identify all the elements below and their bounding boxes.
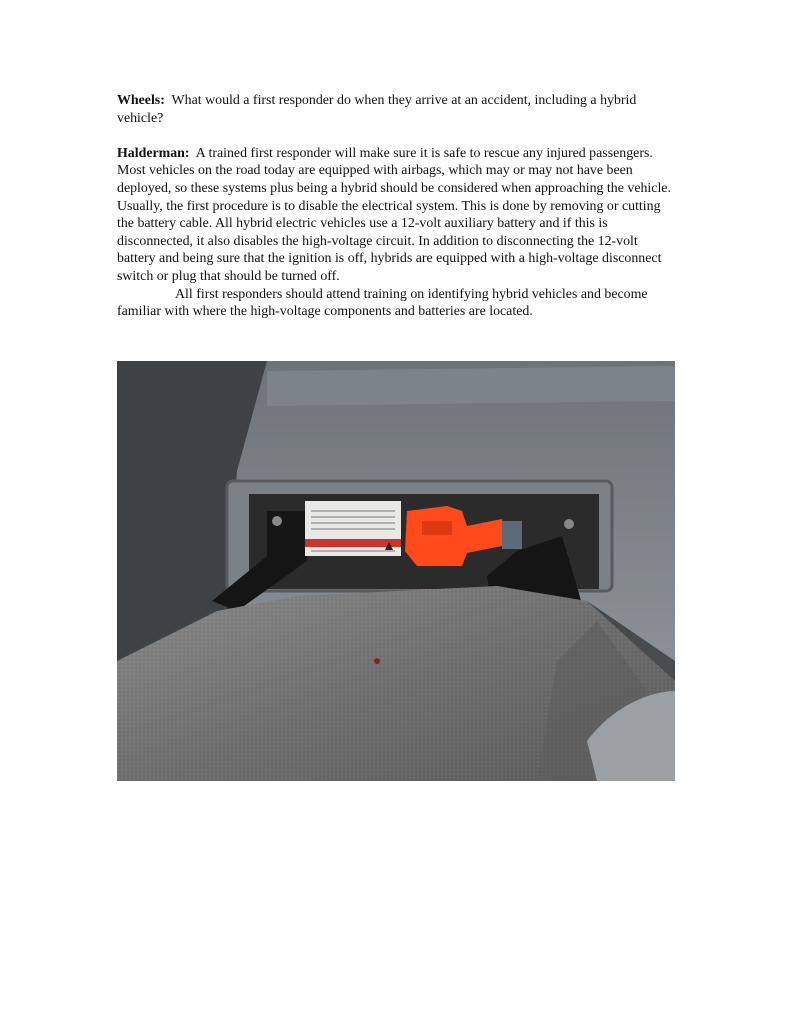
training-paragraph: All first responders should attend training on identifying hybrid vehicles and become familiar with where the high-voltage components and batteries are located.	[117, 286, 648, 320]
question-paragraph	[117, 92, 677, 127]
interview-text	[117, 92, 677, 321]
speaker-wheels: Wheels:	[117, 93, 165, 108]
question-text: What would a first responder do when they arrive at an accident, including a hybrid vehicle?	[117, 93, 637, 126]
speaker-halderman: Halderman:	[117, 145, 190, 161]
answer-paragraph	[117, 145, 677, 286]
answer-text: A trained first responder will make sure it is safe to rescue any injured passengers. Most vehicles on the road today are equipped with airbags, which may or may not have been deployed, so these systems plus being a hybrid should be considered when approaching the vehicle. Usually, the first procedure is to disable the electrical system. This is done by removing or cutting the battery cable. All hybrid electric vehicles use a 12-volt auxiliary battery and if this is disconnected, it also disables the high-voltage circuit. In addition to disconnecting the 12-volt battery and being sure that the ignition is off, hybrids are equipped with a high-voltage disconnect switch or plug that should be turned off.	[117, 145, 671, 284]
hybrid-disconnect-photo	[117, 361, 675, 781]
